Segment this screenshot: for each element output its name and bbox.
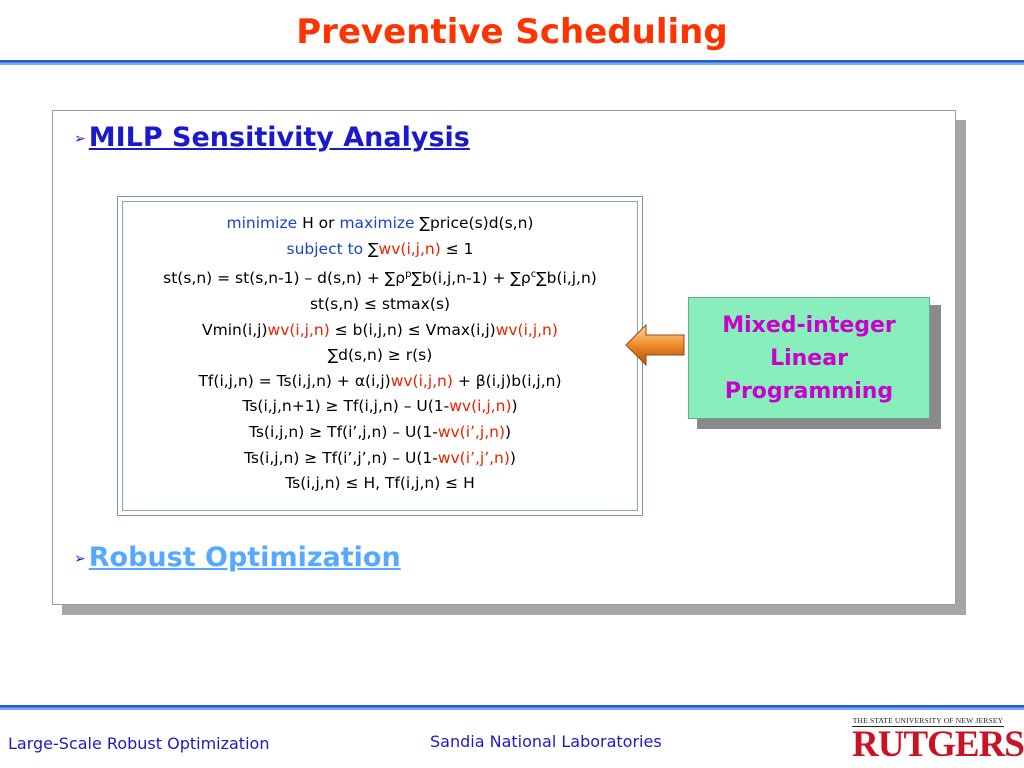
bullet-robust-optimization (74, 542, 401, 573)
bullet-arrow-icon: ➢ (74, 130, 86, 147)
slide-title: Preventive Scheduling (296, 12, 728, 52)
logo-subtitle: THE STATE UNIVERSITY OF NEW JERSEY (852, 716, 1004, 725)
formula-line-sequence-1: Ts(i,j,n+1) ≥ Tf(i,j,n) – U(1-wv(i,j,n)) (242, 397, 518, 416)
logo-wordmark: RUTGERS (852, 724, 1024, 765)
callout-text: Mixed-integer Linear Programming (722, 312, 896, 404)
formula-line-sequence-2: Ts(i,j,n) ≥ Tf(i’,j,n) – U(1-wv(i’,j,n)) (248, 422, 512, 441)
footer-left: Large-Scale Robust Optimization (8, 734, 270, 753)
formula-box (117, 196, 643, 516)
formula-line-batch-bounds: Vmin(i,j)wv(i,j,n) ≤ b(i,j,n) ≤ Vmax(i,j)wv(i,j,n) (202, 320, 558, 339)
bottom-divider (0, 705, 1024, 710)
formula-text (118, 211, 642, 497)
milp-callout (688, 297, 930, 419)
formula-line-demand: ∑d(s,n) ≥ r(s) (327, 346, 433, 365)
bullet-text: Robust Optimization (88, 542, 401, 573)
bullet-text: MILP Sensitivity Analysis (88, 122, 470, 153)
left-arrow-icon (624, 323, 686, 367)
formula-line-finish-time: Tf(i,j,n) = Ts(i,j,n) + α(i,j)wv(i,j,n) + β(i,j)b(i,j,n) (198, 371, 562, 390)
top-divider (0, 60, 1024, 65)
formula-line-storage-balance: $st(s,n) = st(s,n-1) - d(s,n) + \sum\rho^p\sum b(i,j,n-1) + \sum\rho^c\sum b(i,j,n)$ (163, 269, 597, 288)
formula-line-sequence-3: Ts(i,j,n) ≥ Tf(i’,j’,n) – U(1-wv(i’,j’,n)) (244, 448, 516, 467)
formula-line-horizon: Ts(i,j,n) ≤ H, Tf(i,j,n) ≤ H (285, 474, 475, 493)
bullet-arrow-icon: ➢ (74, 550, 86, 567)
formula-line-objective: minimize H or maximize ∑price(s)d(s,n) (226, 214, 534, 232)
formula-line-storage-limit: st(s,n) ≤ stmax(s) (309, 294, 450, 313)
rutgers-logo (852, 716, 1024, 765)
formula-line-subject-to: subject to ∑wv(i,j,n) ≤ 1 (286, 239, 474, 258)
bullet-milp-sensitivity (74, 122, 470, 153)
footer-center: Sandia National Laboratories (430, 732, 662, 751)
